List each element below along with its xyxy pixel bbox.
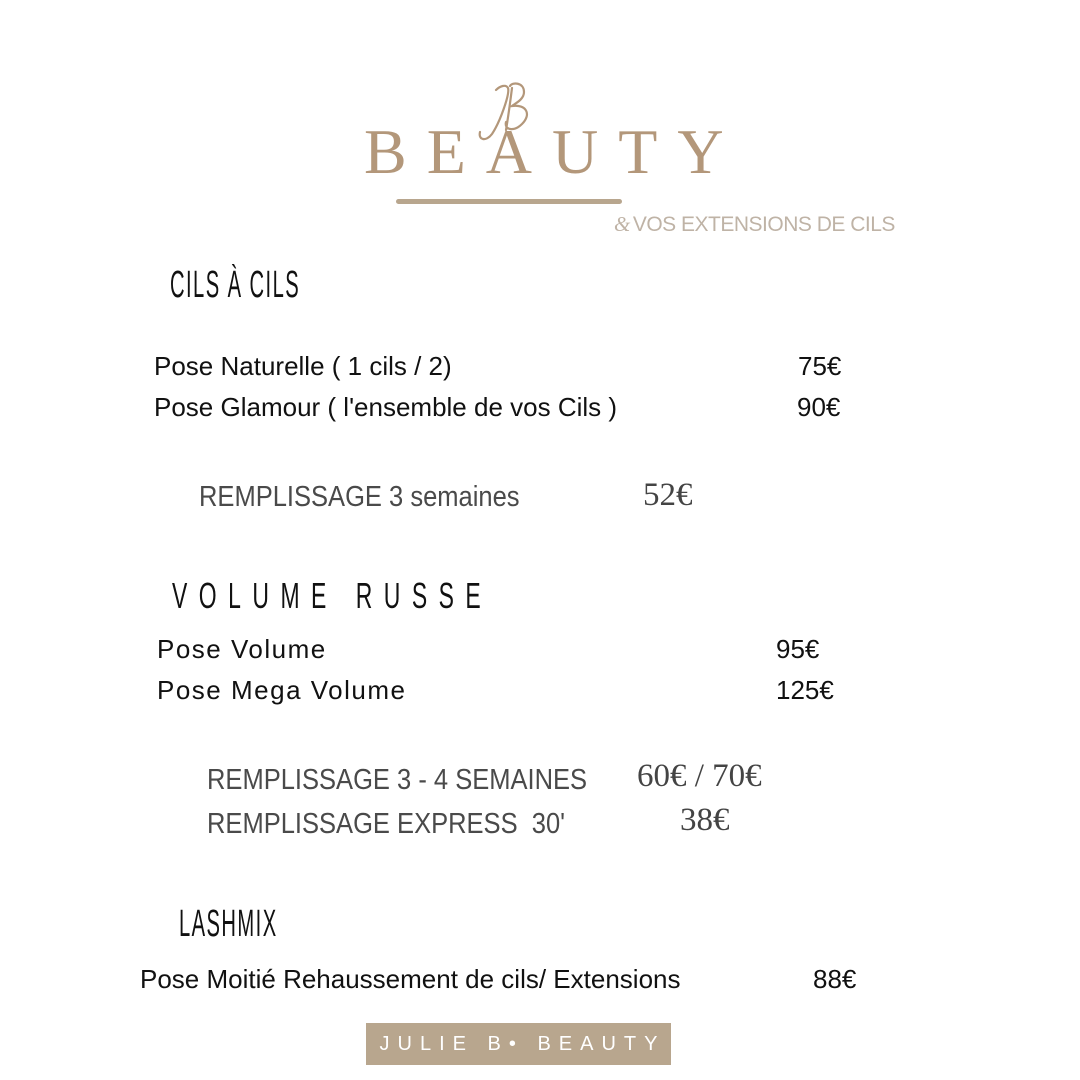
tagline-text: VOS EXTENSIONS DE CILS [632,213,895,236]
logo-underline [396,199,622,204]
footer-brand-badge [366,1023,671,1065]
service-price: 95€ [776,634,820,664]
refill-price: 38€ [680,802,730,838]
service-name: Pose Mega Volume [157,675,407,705]
refill-name: REMPLISSAGE EXPRESS 30' [207,808,566,840]
service-price: 90€ [797,392,841,422]
tagline-ampersand: & [614,212,630,236]
service-name: Pose Naturelle ( 1 cils / 2) [154,351,452,381]
refill-name: REMPLISSAGE 3 - 4 SEMAINES [207,764,588,796]
tagline [614,212,895,237]
footer-brand-label: JULIE B• BEAUTY [379,1032,666,1055]
section-title-volume-russe: VOLUME RUSSE [172,575,493,616]
section-title-lashmix: LASHMIX [179,902,278,945]
service-price: 75€ [798,351,842,381]
brand-wordmark: BEAUTY [364,116,744,187]
service-name: Pose Volume [157,634,327,664]
service-price: 88€ [813,964,857,994]
refill-price: 60€ / 70€ [637,758,762,794]
section-title-cils-a-cils: CILS À CILS [170,263,301,306]
service-name: Pose Glamour ( l'ensemble de vos Cils ) [154,392,618,422]
refill-name: REMPLISSAGE 3 semaines [199,481,520,513]
refill-price: 52€ [643,477,693,513]
service-name: Pose Moitié Rehaussement de cils/ Extensions [140,964,681,994]
service-price: 125€ [776,675,834,705]
